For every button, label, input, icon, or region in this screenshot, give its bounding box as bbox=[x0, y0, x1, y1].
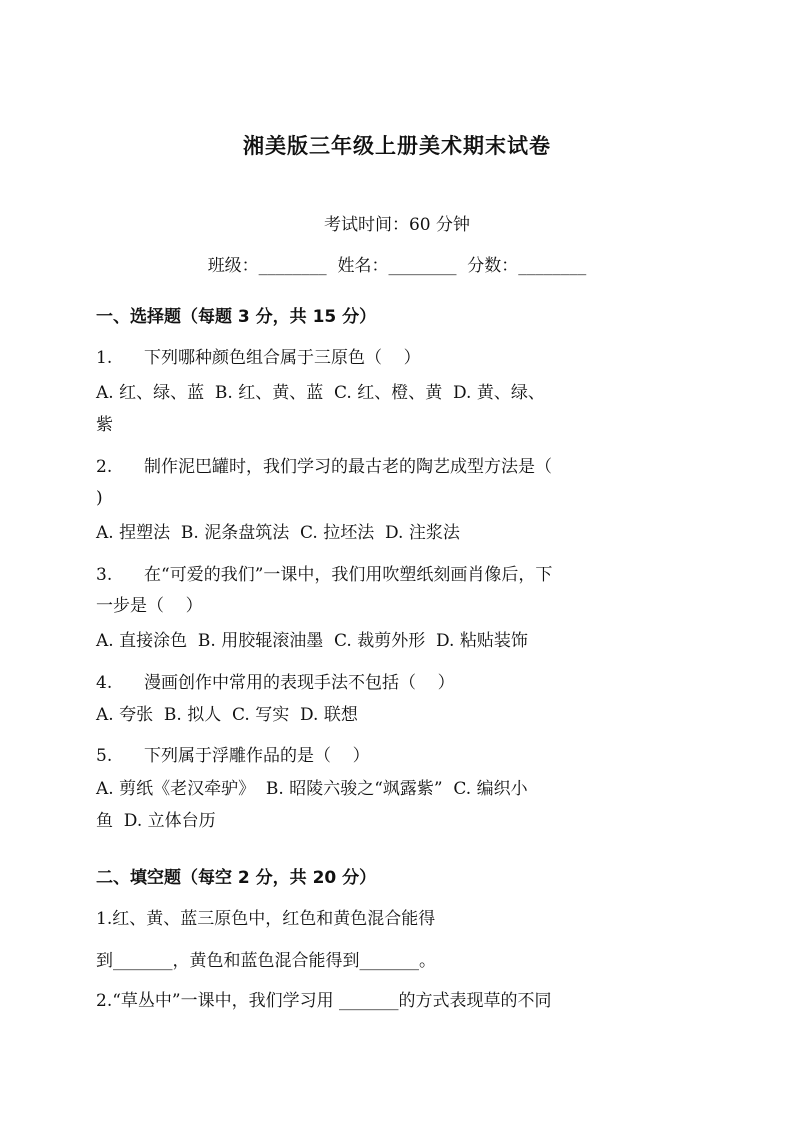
question-5 bbox=[96, 740, 696, 772]
question-3-cont: 一步是（ ） bbox=[96, 596, 203, 616]
page-title: 湘美版三年级上册美术期末试卷 bbox=[243, 134, 551, 158]
question-3 bbox=[96, 559, 696, 591]
question-4-options: A. 夸张 B. 拟人 C. 写实 D. 联想 bbox=[96, 705, 358, 725]
question-number: 2. bbox=[96, 457, 113, 477]
section-heading-fill-blank: 二、填空题（每空 2 分，共 20 分） bbox=[96, 868, 377, 888]
question-text: 漫画创作中常用的表现手法不包括（ ） bbox=[144, 673, 455, 693]
question-2 bbox=[96, 451, 696, 483]
question-text: 下列属于浮雕作品的是（ ） bbox=[144, 746, 370, 766]
student-info-line: 班级：________ 姓名：________ 分数：________ bbox=[207, 256, 587, 276]
question-number: 5. bbox=[96, 746, 113, 766]
question-1-options-cont: 紫 bbox=[96, 415, 113, 435]
question-number: 3. bbox=[96, 565, 113, 585]
question-3-options: A. 直接涂色 B. 用胶辊滚油墨 C. 裁剪外形 D. 粘贴装饰 bbox=[96, 631, 528, 651]
question-5-options-cont: 鱼 D. 立体台历 bbox=[96, 811, 216, 831]
fill-blank-line-3: 2.“草丛中”一课中，我们学习用 _______的方式表现草的不同 bbox=[96, 991, 552, 1011]
question-5-options: A. 剪纸《老汉牵驴》 B. 昭陵六骏之“飒露紫” C. 编织小 bbox=[96, 779, 528, 799]
question-text: 在“可爱的我们”一课中，我们用吹塑纸刻画肖像后，下 bbox=[144, 565, 553, 585]
fill-blank-line-1: 1.红、黄、蓝三原色中，红色和黄色混合能得 bbox=[96, 909, 436, 929]
question-1-options: A. 红、绿、蓝 B. 红、黄、蓝 C. 红、橙、黄 D. 黄、绿、 bbox=[96, 383, 545, 403]
question-text: 下列哪种颜色组合属于三原色（ ） bbox=[144, 348, 421, 368]
question-2-cont: ) bbox=[96, 488, 103, 508]
question-1 bbox=[96, 342, 696, 374]
question-number: 4. bbox=[96, 673, 113, 693]
question-number: 1. bbox=[96, 348, 113, 368]
question-text: 制作泥巴罐时，我们学习的最古老的陶艺成型方法是（ bbox=[144, 457, 552, 477]
question-2-options: A. 捏塑法 B. 泥条盘筑法 C. 拉坯法 D. 注浆法 bbox=[96, 523, 460, 543]
section-heading-choice: 一、选择题（每题 3 分，共 15 分） bbox=[96, 307, 377, 327]
exam-time: 考试时间：60 分钟 bbox=[323, 215, 471, 235]
fill-blank-line-2: 到_______，黄色和蓝色混合能得到_______。 bbox=[96, 951, 436, 971]
question-4 bbox=[96, 667, 696, 699]
